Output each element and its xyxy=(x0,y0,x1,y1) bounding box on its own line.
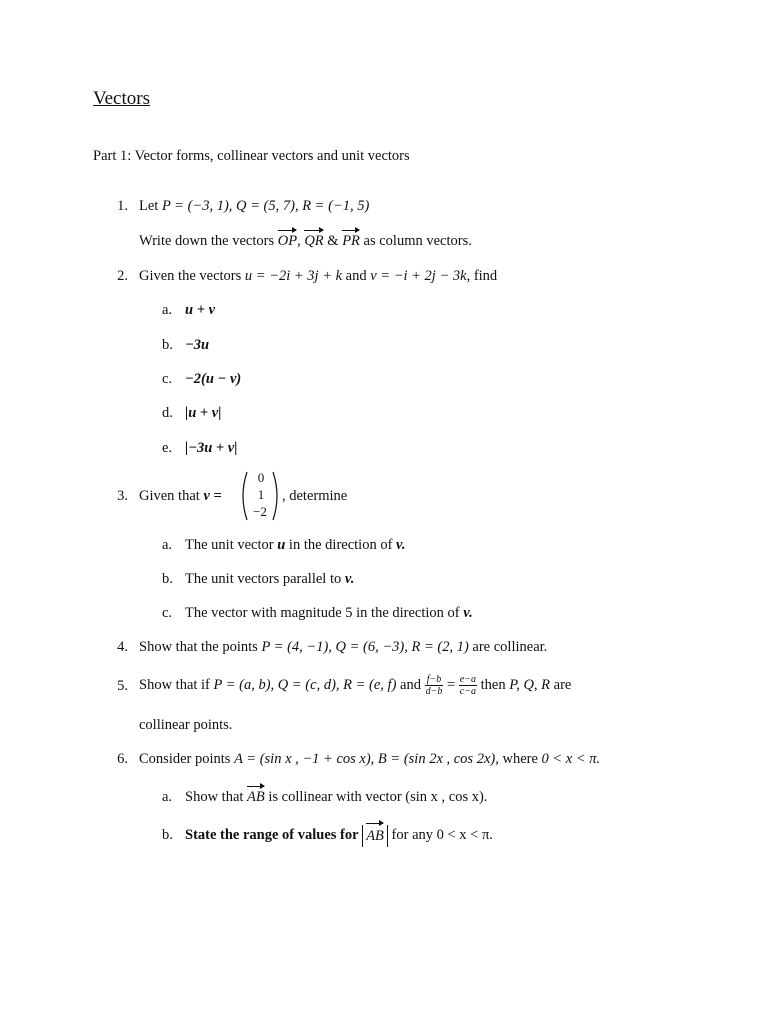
sub-item-expr: −3u xyxy=(185,337,210,353)
vector-ab: AB xyxy=(366,825,384,847)
sub-item-letter: a. xyxy=(162,302,173,318)
sub-item-text: The vector with magnitude 5 in the direction of v. xyxy=(185,605,473,621)
sub-item-text: State the range of values for AB for any 0 < x < π. xyxy=(185,822,493,848)
fraction: $\frac{e-a}{c-a}$ xyxy=(459,674,476,698)
sub-item-expr: u + v xyxy=(185,302,216,318)
sub-item-letter: b. xyxy=(162,571,173,587)
question-2-stem: Given the vectors u = −2i + 3j + k and v = −i + 2j − 3k, find xyxy=(139,268,498,284)
sub-item-expr: |u + v| xyxy=(185,405,222,421)
page-title: Vectors xyxy=(93,88,150,109)
question-4-text: Show that the points P = (4, −1), Q = (6, −3), R = (2, 1) are collinear. xyxy=(139,639,548,655)
question-3-stem: Given that v = xyxy=(139,488,222,504)
question-number: 6. xyxy=(117,751,128,767)
sub-item-letter: a. xyxy=(162,537,173,553)
question-1-line-1: Let P = (−3, 1), Q = (5, 7), R = (−1, 5) xyxy=(139,198,370,214)
sub-item-letter: d. xyxy=(162,405,173,421)
sub-item-expr: −2(u − v) xyxy=(185,371,242,387)
column-vector-entry: 0 xyxy=(257,470,265,485)
sub-item-expr: |−3u + v| xyxy=(185,440,238,456)
question-number: 1. xyxy=(117,198,128,214)
question-number: 2. xyxy=(117,268,128,284)
question-5-line-1: Show that if P = (a, b), Q = (c, d), R = (e, f) and $\frac{f-b}{d-b}$ = $\frac{e-a}{c-a}$ then P, Q, R are xyxy=(139,674,572,698)
vector-op: OP xyxy=(277,233,298,249)
question-number: 3. xyxy=(117,488,128,504)
sub-item-text: The unit vector u in the direction of v. xyxy=(185,537,406,553)
sub-item-text: The unit vectors parallel to v. xyxy=(185,571,355,587)
question-5-line-2: collinear points. xyxy=(139,717,233,733)
column-vector xyxy=(238,470,282,522)
part-heading: Part 1: Vector forms, collinear vectors and unit vectors xyxy=(93,148,410,164)
sub-item-letter: c. xyxy=(162,605,173,621)
vector-pr: PR xyxy=(342,233,360,249)
sub-item-letter: e. xyxy=(162,440,173,456)
sub-item-letter: b. xyxy=(162,827,173,843)
question-1-line-2: Write down the vectors OP, QR & PR as column vectors. xyxy=(139,233,472,249)
fraction: $\frac{f-b}{d-b}$ xyxy=(425,674,443,698)
column-vector-entry: −2 xyxy=(253,504,267,519)
question-number: 5. xyxy=(117,678,128,694)
vector-qr: QR xyxy=(304,233,324,249)
sub-item-text: Show that AB is collinear with vector (sin x , cos x). xyxy=(185,789,488,805)
magnitude-bars xyxy=(362,825,388,847)
question-6-stem: Consider points A = (sin x , −1 + cos x), B = (sin 2x , cos 2x), where 0 < x < π. xyxy=(139,751,601,767)
sub-item-letter: b. xyxy=(162,337,173,353)
question-3-determine: , determine xyxy=(282,488,348,504)
vector-ab: AB xyxy=(247,789,265,805)
sub-item-letter: a. xyxy=(162,789,173,805)
sub-item-letter: c. xyxy=(162,371,173,387)
question-number: 4. xyxy=(117,639,128,655)
column-vector-entry: 1 xyxy=(257,487,265,502)
